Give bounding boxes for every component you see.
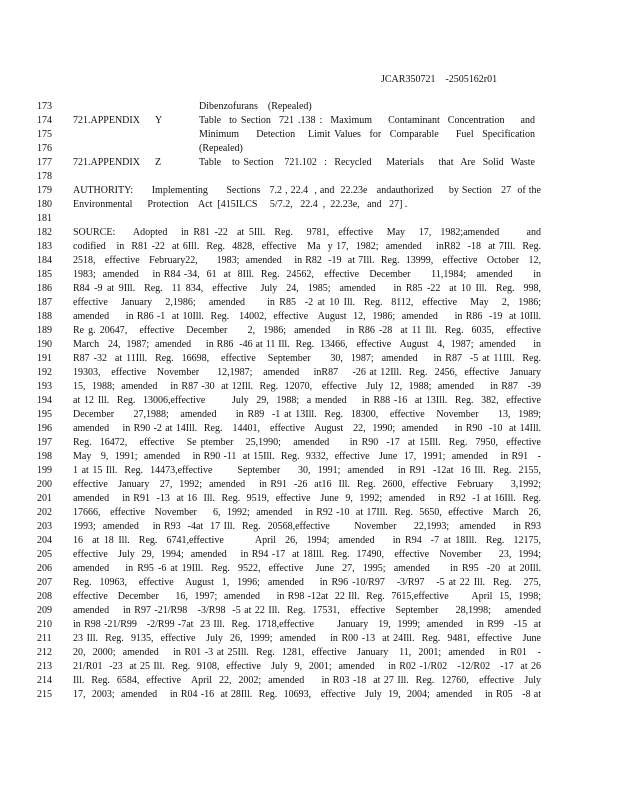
line-number: 187 — [37, 297, 52, 308]
line-number: 196 — [37, 423, 52, 434]
line-text: 19303, effective November 12,1987; amended inR87 -26 at 12Ill. Reg. 2456, effective January — [73, 367, 541, 378]
line-text: R84 -9 at 9Ill. Reg. 11 834, effective July 24, 1985; amended in R85 -22 at 10 Ill. Reg. 998, — [73, 283, 541, 294]
line-number: 176 — [37, 143, 52, 154]
text-line — [0, 604, 618, 618]
appendix-description: Table to Section 721 .138 : Maximum Contaminant Concentration and — [199, 115, 535, 126]
line-text: effective January 27, 1992; amended in R91 -26 at16 Ill. Reg. 2600, effective February 3,1992; — [73, 479, 541, 490]
line-text: 1983; amended in R84 -34, 61 at 8Ill. Reg. 24562, effective December 11,1984; amended in — [73, 269, 541, 280]
text-line — [0, 688, 618, 702]
appendix-code: 721.APPENDIX — [73, 115, 140, 126]
line-number: 211 — [37, 633, 52, 644]
line-number: 188 — [37, 311, 52, 322]
line-text: 2518, effective February22, 1983; amended in R82 -19 at 7Ill. Reg. 13999, effective October 12, — [73, 255, 541, 266]
line-text: amended in R97 -21/R98 -3/R98 -5 at 22 Ill. Reg. 17531, effective September 28,1998; amended — [73, 605, 541, 616]
appendix-description: Table to Section 721.102 : Recycled Materials that Are Solid Waste — [199, 157, 535, 168]
line-text: March 24, 1987; amended in R86 -46 at 11 Ill. Reg. 13466, effective August 4, 1987; amended in — [73, 339, 541, 350]
line-number: 203 — [37, 521, 52, 532]
line-text: codified in R81 -22 at 6Ill. Reg. 4828, effective Ma y 17, 1982; amended inR82 -18 at 7Ill. Reg. — [73, 241, 541, 252]
appendix-line — [0, 128, 618, 142]
text-line — [0, 394, 618, 408]
line-number: 185 — [37, 269, 52, 280]
line-text: 17, 2003; amended in R04 -16 at 28Ill. Reg. 10693, effective July 19, 2004; amended in R05 -8 at — [73, 689, 541, 700]
line-number: 174 — [37, 115, 52, 126]
text-line — [0, 492, 618, 506]
line-number: 186 — [37, 283, 52, 294]
text-line — [0, 562, 618, 576]
text-line — [0, 534, 618, 548]
text-line — [0, 366, 618, 380]
appendix-description: Minimum Detection Limit Values for Comparable Fuel Specification — [199, 129, 535, 140]
line-text: effective December 16, 1997; amended in R98 -12at 22 Ill. Reg. 7615,effective April 15, 1998; — [73, 591, 541, 602]
line-number: 209 — [37, 605, 52, 616]
line-number: 210 — [37, 619, 52, 630]
line-number: 201 — [37, 493, 52, 504]
line-number: 180 — [37, 199, 52, 210]
line-number: 173 — [37, 101, 52, 112]
text-line — [0, 632, 618, 646]
line-number: 214 — [37, 675, 52, 686]
line-text: 23 Ill. Reg. 9135, effective July 26, 1999; amended in R00 -13 at 24Ill. Reg. 9481, effective June — [73, 633, 541, 644]
line-number: 177 — [37, 157, 52, 168]
line-text: Reg. 16472, effective Se ptember 25,1990; amended in R90 -17 at 15Ill. Reg. 7950, effective — [73, 437, 541, 448]
line-text: 21/R01 -23 at 25 Ill. Reg. 9108, effective July 9, 2001; amended in R02 -1/R02 -12/R02 -17 at 26 — [73, 661, 541, 672]
appendix-letter: Y — [155, 115, 163, 126]
line-number: 182 — [37, 227, 52, 238]
text-line — [0, 282, 618, 296]
line-text: May 9, 1991; amended in R90 -11 at 15Ill. Reg. 9332, effective June 17, 1991; amended in R91 - — [73, 451, 541, 462]
line-number: 193 — [37, 381, 52, 392]
text-line — [0, 226, 618, 240]
text-line — [0, 380, 618, 394]
line-text: 1 at 15 Ill. Reg. 14473,effective September 30, 1991; amended in R91 -12at 16 Ill. Reg. 2155, — [73, 465, 541, 476]
line-number: 183 — [37, 241, 52, 252]
line-text: 16 at 18 Ill. Reg. 6741,effective April 26, 1994; amended in R94 -7 at 18Ill. Reg. 12175, — [73, 535, 541, 546]
appendix-description: (Repealed) — [199, 143, 243, 154]
text-line — [0, 520, 618, 534]
text-line — [0, 464, 618, 478]
line-number: 181 — [37, 213, 52, 224]
text-line — [0, 310, 618, 324]
text-line — [0, 254, 618, 268]
text-line — [0, 338, 618, 352]
line-text: 15, 1988; amended in R87 -30 at 12Ill. Reg. 12070, effective July 12, 1988; amended in R87 -39 — [73, 381, 541, 392]
text-line — [0, 436, 618, 450]
line-number: 189 — [37, 325, 52, 336]
appendix-description: Dibenzofurans (Repealed) — [199, 101, 312, 112]
text-line — [0, 450, 618, 464]
line-number: 184 — [37, 255, 52, 266]
appendix-line — [0, 142, 618, 156]
document-id: JCAR350721 -2505162r01 — [381, 74, 498, 85]
line-text: Reg. 10963, effective August 1, 1996; amended in R96 -10/R97 -3/R97 -5 at 22 Ill. Reg. 275, — [73, 577, 541, 588]
line-number: 206 — [37, 563, 52, 574]
appendix-line — [0, 114, 618, 128]
line-number: 204 — [37, 535, 52, 546]
line-number: 200 — [37, 479, 52, 490]
line-text: 17666, effective November 6, 1992; amended in R92 -10 at 17Ill. Reg. 5650, effective March 26, — [73, 507, 541, 518]
text-line — [0, 184, 618, 198]
line-number: 212 — [37, 647, 52, 658]
line-number: 190 — [37, 339, 52, 350]
text-line — [0, 506, 618, 520]
line-text: amended in R91 -13 at 16 Ill. Reg. 9519, effective June 9, 1992; amended in R92 -1 at 16Ill. Reg. — [73, 493, 541, 504]
line-text: Ill. Reg. 6584, effective April 22, 2002; amended in R03 -18 at 27 Ill. Reg. 12760, effective July — [73, 675, 541, 686]
appendix-line — [0, 170, 618, 184]
text-line — [0, 548, 618, 562]
text-line — [0, 212, 618, 226]
text-line — [0, 590, 618, 604]
line-number: 194 — [37, 395, 52, 406]
line-text: December 27,1988; amended in R89 -1 at 13Ill. Reg. 18300, effective November 13, 1989; — [73, 409, 541, 420]
text-line — [0, 618, 618, 632]
line-text: Re g. 20647, effective December 2, 1986; amended in R86 -28 at 11 Ill. Reg. 6035, effective — [73, 325, 541, 336]
text-line — [0, 422, 618, 436]
line-number: 208 — [37, 591, 52, 602]
text-line — [0, 198, 618, 212]
line-text: Environmental Protection Act [415ILCS 5/7.2, 22.4 , 22.23e, and 27] . — [73, 199, 408, 210]
line-text: at 12 Ill. Reg. 13006,effective July 29, 1988; a mended in R88 -16 at 13Ill. Reg. 382, effective — [73, 395, 541, 406]
line-text: SOURCE: Adopted in R81 -22 at 5Ill. Reg. 9781, effective May 17, 1982;amended and — [73, 227, 541, 238]
text-line — [0, 646, 618, 660]
line-number: 179 — [37, 185, 52, 196]
line-number: 191 — [37, 353, 52, 364]
text-line — [0, 296, 618, 310]
text-line — [0, 576, 618, 590]
line-text: 1993; amended in R93 -4at 17 Ill. Reg. 20568,effective November 22,1993; amended in R93 — [73, 521, 541, 532]
text-line — [0, 352, 618, 366]
text-line — [0, 408, 618, 422]
text-line — [0, 660, 618, 674]
line-text: amended in R90 -2 at 14Ill. Reg. 14401, effective August 22, 1990; amended in R90 -10 at 14Ill. — [73, 423, 541, 434]
text-line — [0, 268, 618, 282]
line-number: 198 — [37, 451, 52, 462]
line-text: in R98 -21/R99 -2/R99 -7at 23 Ill. Reg. 1718,effective January 19, 1999; amended in R99 -15 at — [73, 619, 541, 630]
text-line — [0, 240, 618, 254]
line-number: 215 — [37, 689, 52, 700]
line-text: effective January 2,1986; amended in R85 -2 at 10 Ill. Reg. 8112, effective May 2, 1986; — [73, 297, 541, 308]
appendix-code: 721.APPENDIX — [73, 157, 140, 168]
appendix-line — [0, 156, 618, 170]
line-text: amended in R86 -1 at 10Ill. Reg. 14002, effective August 12, 1986; amended in R86 -19 at 10Ill. — [73, 311, 541, 322]
appendix-letter: Z — [155, 157, 162, 168]
line-number: 207 — [37, 577, 52, 588]
line-number: 178 — [37, 171, 52, 182]
line-number: 205 — [37, 549, 52, 560]
line-number: 195 — [37, 409, 52, 420]
line-text: effective July 29, 1994; amended in R94 -17 at 18Ill. Reg. 17490, effective November 23, 1994; — [73, 549, 541, 560]
line-number: 192 — [37, 367, 52, 378]
text-line — [0, 324, 618, 338]
line-text: amended in R95 -6 at 19Ill. Reg. 9522, effective June 27, 1995; amended in R95 -20 at 20Ill. — [73, 563, 541, 574]
line-number: 202 — [37, 507, 52, 518]
line-text: R87 -32 at 11Ill. Reg. 16698, effective September 30, 1987; amended in R87 -5 at 11Ill. Reg. — [73, 353, 541, 364]
appendix-line — [0, 100, 618, 114]
text-line — [0, 674, 618, 688]
line-number: 213 — [37, 661, 52, 672]
text-line — [0, 478, 618, 492]
line-number: 199 — [37, 465, 52, 476]
line-text: 20, 2000; amended in R01 -3 at 25Ill. Reg. 1281, effective January 11, 2001; amended in R01 - — [73, 647, 541, 658]
line-number: 197 — [37, 437, 52, 448]
line-number: 175 — [37, 129, 52, 140]
line-text: AUTHORITY: Implementing Sections 7.2 , 22.4 , and 22.23e andauthorized by Section 27 of the — [73, 185, 541, 196]
